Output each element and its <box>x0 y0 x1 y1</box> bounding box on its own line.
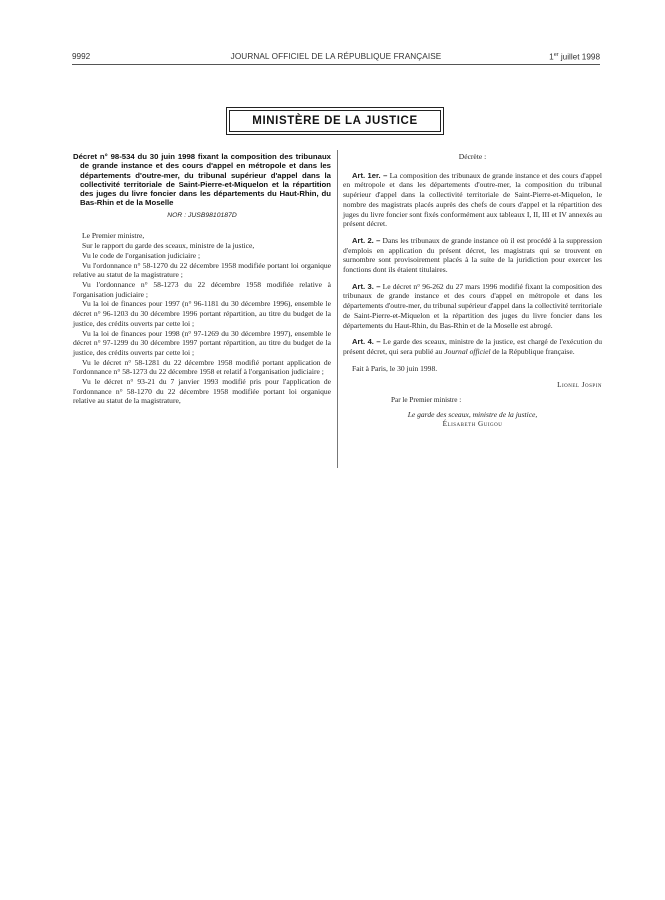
preamble-line: Vu le décret n° 93-21 du 7 janvier 1993 modifié pris pour l'application de l'ordonnance n° 58-1270 du 22 décembre 1958 modifiée portant loi organique relative au statut de la magistrature, <box>73 377 331 406</box>
preamble-line: Sur le rapport du garde des sceaux, ministre de la justice, <box>82 241 255 251</box>
journal-officiel-italic: Journal officiel <box>444 346 491 356</box>
header-rule <box>72 64 600 65</box>
date-month-year: juillet 1998 <box>558 52 600 62</box>
article-label: Art. 4. – <box>352 337 381 347</box>
article-label: Art. 2. – <box>352 235 381 245</box>
date-ordinal: er <box>553 52 559 58</box>
article-text: Dans les tribunaux de grande instance où il est procédé à la suppression d'emplois en application du présent décret, les magistrats qui se trouvent en surnombre sont provisoirement placés à la suite de la juridiction pour exercer les fonctions dont ils étaient titulaires. <box>343 235 602 275</box>
preamble-line: Vu la loi de finances pour 1998 (n° 97-1269 du 30 décembre 1997), ensemble le décret n° 97-1299 du 30 décembre 1997 portant répartition, au titre du budget de la justice, des crédits ouverts par cette loi ; <box>73 328 331 357</box>
article-label: Art. 3. – <box>352 281 381 291</box>
journal-title: JOURNAL OFFICIEL DE LA RÉPUBLIQUE FRANÇAISE <box>230 52 442 61</box>
article-text: Le garde des sceaux, ministre de la justice, est chargé de l'exécution du présent décret, qui sera publié au <box>343 337 603 356</box>
page-number: 9992 <box>72 52 91 61</box>
par-le-premier-ministre: Par le Premier ministre : <box>391 396 462 405</box>
publication-date <box>549 52 600 62</box>
preamble-line: Vu l'ordonnance n° 58-1270 du 22 décembre 1958 modifiée portant loi organique relative au statut de la magistrature ; <box>73 260 331 280</box>
nor-reference: NOR : JUSB9810187D <box>167 211 237 219</box>
article-2 <box>343 236 602 275</box>
signatory-prime-minister: Lionel Jospin <box>557 381 602 390</box>
article-text-end: de la République française. <box>490 346 575 356</box>
preamble-line: Vu la loi de finances pour 1997 (n° 96-1181 du 30 décembre 1996), ensemble le décret n° 96-1203 du 30 décembre 1996 portant répartition, au titre du budget de la justice, des crédits ouverts par cette loi ; <box>73 299 331 328</box>
preamble-line: Vu le code de l'organisation judiciaire ; <box>82 250 201 260</box>
article-1 <box>343 171 602 229</box>
article-text: La composition des tribunaux de grande instance et des cours d'appel en métropole et dans les départements d'outre-mer, la composition du tribunal supérieur d'appel dans la collectivité territoriale de Saint-Pierre-et-Miquelon, le nombre des magistrats placés auprès des chefs de cours d'appel et la répartition des juges du livre foncier sont fixés conformément aux tableaux I, II, III et IV annexés au présent décret. <box>343 170 602 229</box>
article-3 <box>343 282 602 331</box>
right-column <box>343 152 602 430</box>
article-4 <box>343 337 602 356</box>
decree-title: Décret n° 98-534 du 30 juin 1998 fixant la composition des tribunaux de grande instance et des cours d'appel en métropole et dans les départements d'outre-mer, du tribunal supérieur d'appel dans la collectivité territoriale de Saint-Pierre-et-Miquelon et la répartition des juges du livre foncier dans les départements du Haut-Rhin, du Bas-Rhin et de la Moselle <box>73 152 331 208</box>
decrete-heading: Décrète : <box>458 152 487 161</box>
preamble-line: Vu le décret n° 58-1281 du 22 décembre 1958 modifié portant application de l'ordonnance n° 58-1273 du 22 décembre 1958 et relatif à l'organisation judiciaire ; <box>73 357 331 377</box>
fait-a-paris: Fait à Paris, le 30 juin 1998. <box>352 363 438 373</box>
garde-des-sceaux-title: Le garde des sceaux, ministre de la justice, <box>407 409 538 419</box>
ministry-heading: MINISTÈRE DE LA JUSTICE <box>229 110 441 132</box>
left-column <box>73 152 331 406</box>
preamble-line: Vu l'ordonnance n° 58-1273 du 22 décembre 1958 modifiée relative à l'organisation judiciaire ; <box>73 280 331 299</box>
signatory-garde-des-sceaux: Élisabeth Guigou <box>442 420 503 429</box>
preamble-line: Le Premier ministre, <box>82 231 145 241</box>
article-text: Le décret n° 96-262 du 27 mars 1996 modifié fixant la composition des tribunaux de grande instance et des cours d'appel en métropole et dans les départements d'outre-mer, du tribunal supérieur d'appel dans la collectivité territoriale de Saint-Pierre-et-Miquelon et la répartition des juges du livre foncier dans les départements du Haut-Rhin, du Bas-Rhin et de la Moselle est abrogé. <box>343 281 602 330</box>
article-label: Art. 1er. – <box>352 170 388 180</box>
column-divider <box>337 150 338 468</box>
preamble <box>73 231 331 406</box>
date-day: 1 <box>549 52 554 62</box>
